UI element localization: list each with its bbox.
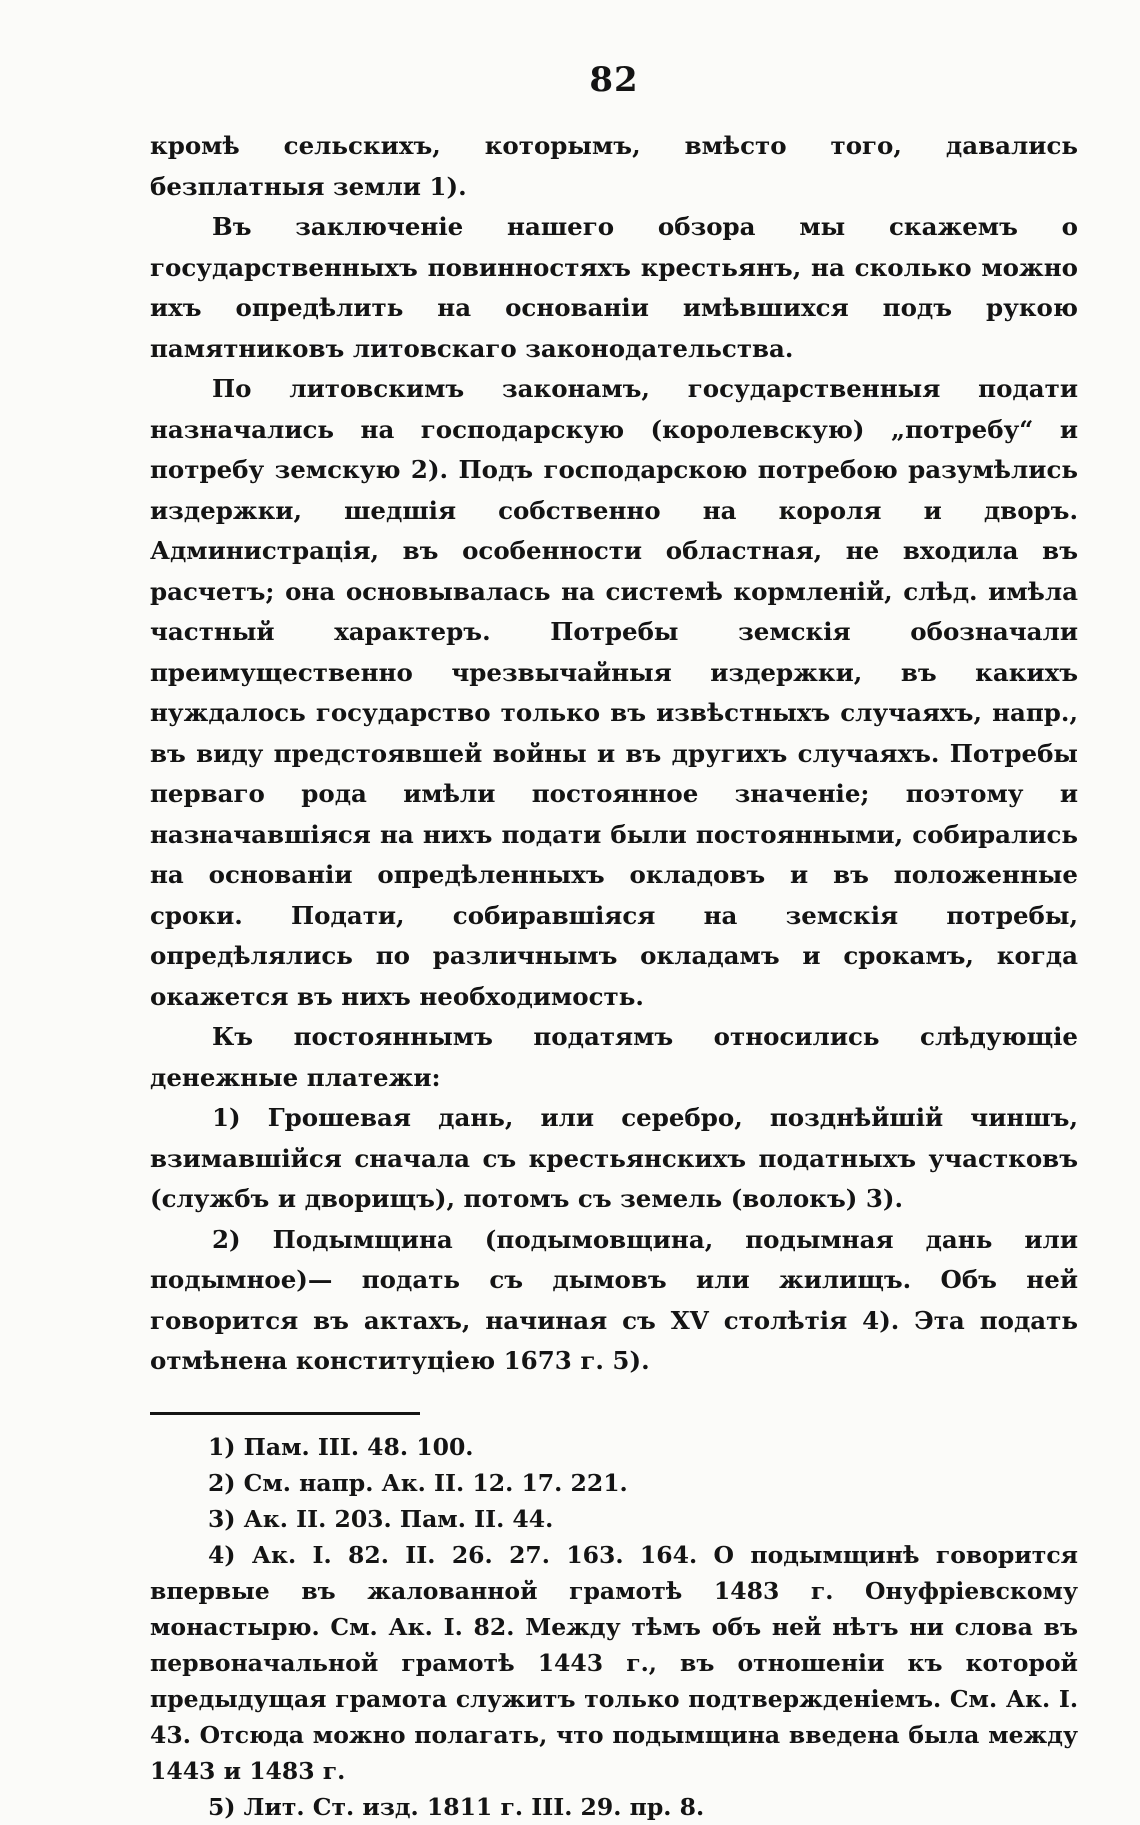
footnote-2: 2) См. напр. Ак. II. 12. 17. 221. xyxy=(208,1468,628,1497)
paragraph-3: По литовскимъ законамъ, государственныя подати назначались на господарскую (королевскую) „потребу“ и потребу земскую 2). Подъ господарскою потребою разумѣлись издержки, шедшія собственно на короля и дворъ. Администрація, въ особенности областная, не входила въ расчетъ; она основывалась на системѣ кормленій, слѣд. имѣла частный характеръ. Потребы земскія обозначали преимущественно чрезвычайныя издержки, въ какихъ нуждалось государство только въ извѣстныхъ случаяхъ, напр., въ виду предстоявшей войны и въ другихъ случаяхъ. Потребы перваго рода имѣли постоянное значеніе; поэтому и назначавшіяся на нихъ подати были постоянными, собирались на основаніи опредѣленныхъ окладовъ и въ положенные сроки. Подати, собиравшіяся на земскія потребы, опредѣлялись по различнымъ окладамъ и срокамъ, когда окажется въ нихъ необходимость. xyxy=(150,374,1078,1011)
paragraph-4: Къ постояннымъ податямъ относились слѣдующіе денежные платежи: xyxy=(150,1022,1078,1092)
paragraph-5: 1) Грошевая дань, или серебро, позднѣйшій чиншъ, взимавшійся сначала съ крестьянскихъ податныхъ участковъ (службъ и дворищъ), потомъ съ земель (волокъ) 3). xyxy=(150,1103,1078,1213)
footnote-3: 3) Ак. II. 203. Пам. II. 44. xyxy=(208,1504,554,1533)
footnotes xyxy=(150,1429,1078,1825)
footnote-1: 1) Пам. III. 48. 100. xyxy=(208,1432,474,1461)
footnote-divider xyxy=(150,1412,420,1415)
paragraph-6: 2) Подымщина (подымовщина, подымная дань или подымное)— подать съ дымовъ или жилищъ. Объ ней говорится въ актахъ, начиная съ XV столѣтія 4). Эта подать отмѣнена конституціею 1673 г. 5). xyxy=(150,1224,1078,1375)
footnote-4: 4) Ак. I. 82. II. 26. 27. 163. 164. О подымщинѣ говорится впервые въ жалованной грамотѣ 1483 г. Онуфріевскому монастырю. См. Ак. I. 82. Между тѣмъ объ ней нѣтъ ни слова въ первоначальной грамотѣ 1443 г., въ отношеніи къ которой предыдущая грамота служитъ только подтвержденіемъ. См. Ак. I. 43. Отсюда можно полагать, что подымщина введена была между 1443 и 1483 г. xyxy=(150,1540,1078,1785)
paragraph-2: Въ заключеніе нашего обзора мы скажемъ о государственныхъ повинностяхъ крестьянъ, на сколько можно ихъ опредѣлить на основаніи имѣвшихся подъ рукою памятниковъ литовскаго законодательства. xyxy=(150,212,1078,363)
page-number: 82 xyxy=(589,60,639,100)
book-page xyxy=(150,60,1078,1825)
footnote-5: 5) Лит. Ст. изд. 1811 г. III. 29. пр. 8. xyxy=(208,1792,705,1821)
paragraph-1: кромѣ сельскихъ, которымъ, вмѣсто того, давались безплатныя земли 1). xyxy=(150,131,1078,201)
body-text xyxy=(150,126,1078,1382)
